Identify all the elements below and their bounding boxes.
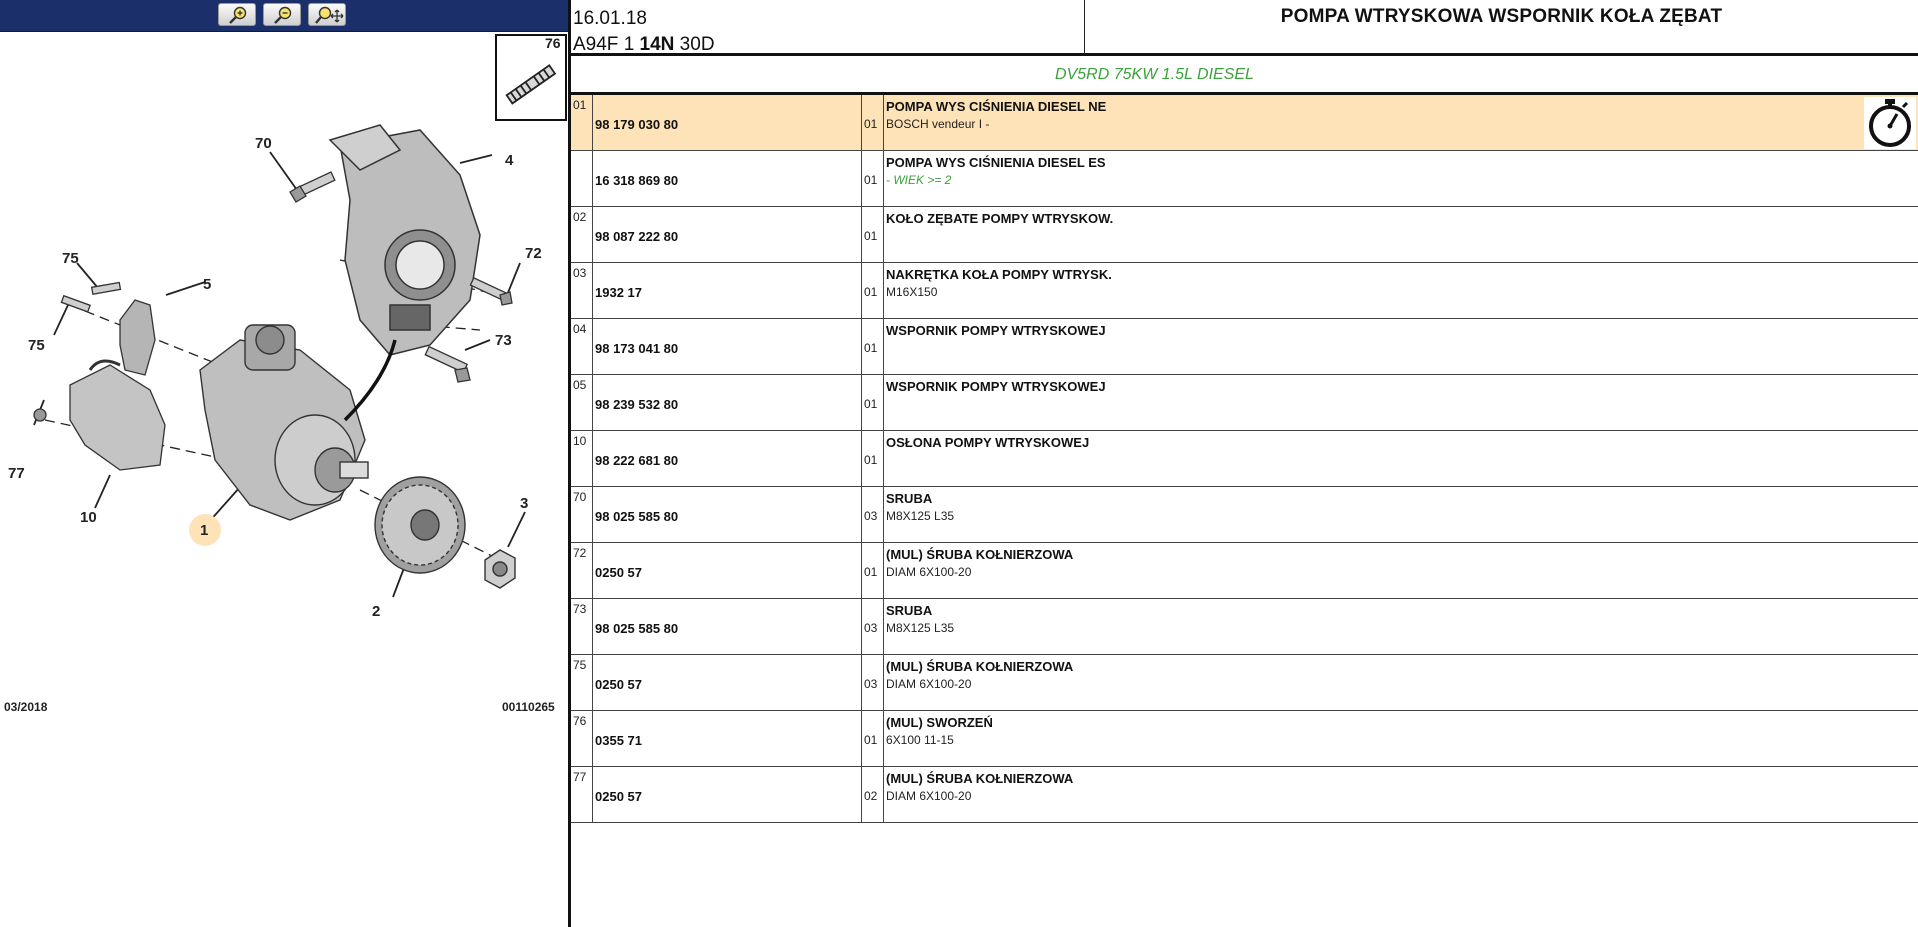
- qty-cell: [862, 151, 884, 206]
- table-row[interactable]: [571, 263, 1918, 319]
- nut-3-part: [485, 550, 515, 588]
- callout-label[interactable]: 75: [62, 250, 79, 267]
- part-description: WSPORNIK POMPY WTRYSKOWEJ: [886, 379, 1106, 394]
- part-detail: M16X150: [886, 285, 938, 299]
- pump-1-part: [200, 325, 395, 520]
- table-row[interactable]: [571, 431, 1918, 487]
- callout-label[interactable]: 4: [505, 152, 514, 169]
- part-cell: [593, 319, 862, 374]
- callout-label[interactable]: 10: [80, 509, 97, 526]
- zoom-toolbar: [0, 0, 569, 32]
- desc-cell: [884, 711, 1918, 766]
- zoom-in-button[interactable]: [218, 3, 256, 26]
- part-description: POMPA WYS CIŚNIENIA DIESEL NE: [886, 99, 1107, 114]
- desc-cell: [884, 375, 1918, 430]
- ref-number: 04: [573, 322, 587, 336]
- catalog-header: [571, 0, 1918, 56]
- table-row[interactable]: [571, 599, 1918, 655]
- quantity: 01: [864, 565, 878, 579]
- callout-label[interactable]: 3: [520, 495, 529, 512]
- part-description: (MUL) ŚRUBA KOŁNIERZOWA: [886, 659, 1074, 674]
- ref-cell: [571, 431, 593, 486]
- qty-cell: [862, 263, 884, 318]
- quantity: 01: [864, 397, 878, 411]
- table-row[interactable]: [571, 711, 1918, 767]
- part-number[interactable]: 98 239 532 80: [595, 397, 679, 412]
- callout-label[interactable]: 76: [545, 35, 561, 51]
- quantity: 02: [864, 789, 878, 803]
- part-number[interactable]: 98 179 030 80: [595, 117, 679, 132]
- parts-table: [571, 95, 1918, 823]
- quantity: 03: [864, 621, 878, 635]
- quantity: 03: [864, 509, 878, 523]
- part-cell: [593, 207, 862, 262]
- part-detail: BOSCH vendeur I -: [886, 117, 990, 131]
- ref-number: 02: [573, 210, 587, 224]
- part-number[interactable]: 98 025 585 80: [595, 509, 679, 524]
- part-detail: DIAM 6X100-20: [886, 677, 972, 691]
- ref-cell: [571, 487, 593, 542]
- ref-number: 73: [573, 602, 587, 616]
- desc-cell: [884, 151, 1918, 206]
- part-number[interactable]: 98 222 681 80: [595, 453, 679, 468]
- ref-cell: [571, 543, 593, 598]
- ref-number: 05: [573, 378, 587, 392]
- part-cell: [593, 711, 862, 766]
- part-cell: [593, 599, 862, 654]
- header-date: 16.01.18: [573, 8, 647, 29]
- part-description: POMPA WYS CIŚNIENIA DIESEL ES: [886, 155, 1106, 170]
- part-cell: [593, 431, 862, 486]
- part-number[interactable]: 0355 71: [595, 733, 642, 748]
- diagram-date: 03/2018: [4, 700, 48, 714]
- quantity: 03: [864, 677, 878, 691]
- part-description: KOŁO ZĘBATE POMPY WTRYSKOW.: [886, 211, 1114, 226]
- part-description: (MUL) SWORZEŃ: [886, 715, 993, 730]
- desc-cell: [884, 263, 1918, 318]
- desc-cell: [884, 655, 1918, 710]
- zoom-move-button[interactable]: [308, 3, 346, 26]
- desc-cell: [884, 207, 1918, 262]
- header-code: A94F 1 14N 30D: [573, 34, 715, 55]
- ref-cell: [571, 263, 593, 318]
- part-number[interactable]: 98 173 041 80: [595, 341, 679, 356]
- desc-cell: [884, 599, 1918, 654]
- qty-cell: [862, 431, 884, 486]
- callout-label[interactable]: 77: [8, 465, 25, 482]
- table-row[interactable]: [571, 151, 1918, 207]
- part-number[interactable]: 0250 57: [595, 677, 642, 692]
- qty-cell: [862, 375, 884, 430]
- page-title: POMPA WTRYSKOWA WSPORNIK KOŁA ZĘBAT: [1280, 6, 1723, 27]
- quantity: 01: [864, 733, 878, 747]
- desc-cell: [884, 431, 1918, 486]
- part-cell: [593, 375, 862, 430]
- ref-cell: [571, 151, 593, 206]
- qty-cell: [862, 319, 884, 374]
- header-info: [573, 6, 715, 58]
- qty-cell: [862, 599, 884, 654]
- part-description: SRUBA: [886, 491, 933, 506]
- part-detail: M8X125 L35: [886, 621, 955, 635]
- callout-label[interactable]: 5: [203, 276, 212, 293]
- ref-number: 10: [573, 434, 587, 448]
- quantity: 01: [864, 341, 878, 355]
- qty-cell: [862, 543, 884, 598]
- quantity: 01: [864, 285, 878, 299]
- table-row[interactable]: [571, 487, 1918, 543]
- part-description: NAKRĘTKA KOŁA POMPY WTRYSK.: [886, 267, 1112, 282]
- part-cell: [593, 263, 862, 318]
- desc-cell: [884, 95, 1918, 150]
- callout-label[interactable]: 73: [495, 332, 512, 349]
- qty-cell: [862, 655, 884, 710]
- part-description: WSPORNIK POMPY WTRYSKOWEJ: [886, 323, 1106, 338]
- engine-subheader: [571, 56, 1918, 95]
- table-row[interactable]: [571, 655, 1918, 711]
- ref-cell: [571, 767, 593, 822]
- ref-cell: [571, 319, 593, 374]
- diagram-number: 00110265: [502, 700, 555, 714]
- part-detail: - WIEK >= 2: [886, 173, 952, 187]
- ref-number: 03: [573, 266, 587, 280]
- callout-label[interactable]: 2: [372, 603, 381, 620]
- diagram-pane: [0, 0, 569, 927]
- ref-number: 75: [573, 658, 587, 672]
- qty-cell: [862, 207, 884, 262]
- bolt-70-part: [290, 172, 335, 202]
- part-cell: [593, 95, 862, 150]
- ref-cell: [571, 207, 593, 262]
- pump-bracket-part: [330, 125, 480, 355]
- part-number[interactable]: 16 318 869 80: [595, 173, 679, 188]
- part-detail: 6X100 11-15: [886, 733, 954, 747]
- callout-label[interactable]: 70: [255, 135, 272, 152]
- desc-cell: [884, 319, 1918, 374]
- ref-number: 76: [573, 714, 587, 728]
- zoom-out-button[interactable]: [263, 3, 301, 26]
- table-row[interactable]: [571, 767, 1918, 823]
- ref-cell: [571, 375, 593, 430]
- table-row[interactable]: [571, 95, 1918, 151]
- ref-cell: [571, 655, 593, 710]
- desc-cell: [884, 767, 1918, 822]
- gear-2-part: [375, 477, 465, 573]
- shield-10-part: [34, 361, 165, 470]
- quantity: 01: [864, 117, 878, 131]
- ref-number: 77: [573, 770, 587, 784]
- part-number[interactable]: 98 087 222 80: [595, 229, 679, 244]
- bolt-72-part: [470, 278, 512, 305]
- ref-cell: [571, 711, 593, 766]
- part-cell: [593, 543, 862, 598]
- stopwatch-icon[interactable]: [1864, 97, 1916, 149]
- quantity: 01: [864, 453, 878, 467]
- part-cell: [593, 767, 862, 822]
- zoom-move-icon: [315, 6, 345, 25]
- ref-number: 01: [573, 98, 587, 112]
- qty-cell: [862, 767, 884, 822]
- table-row[interactable]: [571, 375, 1918, 431]
- part-description: SRUBA: [886, 603, 933, 618]
- ref-cell: [571, 95, 593, 150]
- part-number[interactable]: 98 025 585 80: [595, 621, 679, 636]
- part-cell: [593, 487, 862, 542]
- ref-number: 70: [573, 490, 587, 504]
- part-number[interactable]: 0250 57: [595, 565, 642, 580]
- desc-cell: [884, 487, 1918, 542]
- callout-label[interactable]: 75: [28, 337, 45, 354]
- exploded-diagram: [0, 31, 569, 721]
- zoom-in-icon: [225, 6, 251, 25]
- part-detail: DIAM 6X100-20: [886, 565, 972, 579]
- quantity: 01: [864, 229, 878, 243]
- part-number[interactable]: 1932 17: [595, 285, 642, 300]
- qty-cell: [862, 95, 884, 150]
- part-number[interactable]: 0250 57: [595, 789, 642, 804]
- quantity: 01: [864, 173, 878, 187]
- ref-cell: [571, 599, 593, 654]
- part-description: OSŁONA POMPY WTRYSKOWEJ: [886, 435, 1090, 450]
- table-row[interactable]: [571, 319, 1918, 375]
- callout-label[interactable]: 1: [200, 522, 209, 539]
- zoom-out-icon: [270, 6, 296, 25]
- qty-cell: [862, 487, 884, 542]
- part-cell: [593, 151, 862, 206]
- desc-cell: [884, 543, 1918, 598]
- part-detail: M8X125 L35: [886, 509, 955, 523]
- bolt-73-part: [425, 347, 470, 382]
- part-description: (MUL) ŚRUBA KOŁNIERZOWA: [886, 547, 1074, 562]
- callout-label[interactable]: 72: [525, 245, 542, 262]
- engine-label: DV5RD 75KW 1.5L DIESEL: [1055, 66, 1254, 83]
- part-cell: [593, 655, 862, 710]
- ref-number: 72: [573, 546, 587, 560]
- table-row[interactable]: [571, 543, 1918, 599]
- table-row[interactable]: [571, 207, 1918, 263]
- part-description: (MUL) ŚRUBA KOŁNIERZOWA: [886, 771, 1074, 786]
- qty-cell: [862, 711, 884, 766]
- part-detail: DIAM 6X100-20: [886, 789, 972, 803]
